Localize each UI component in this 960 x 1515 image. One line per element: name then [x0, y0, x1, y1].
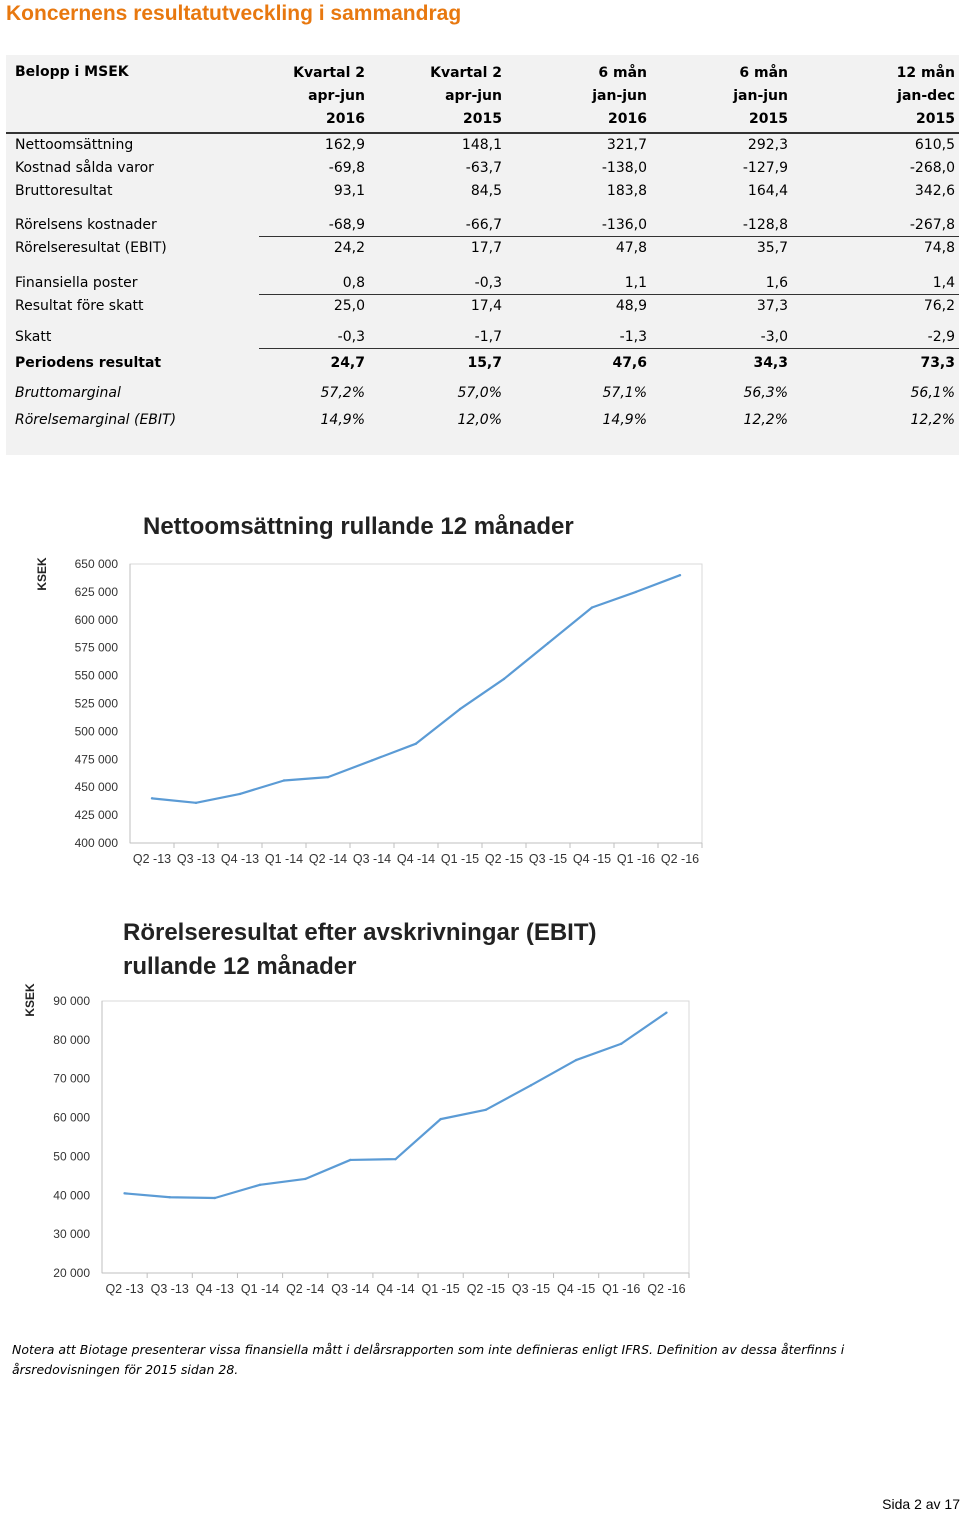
- data-point: [575, 1059, 577, 1061]
- row-value: -128,8: [647, 202, 788, 236]
- x-tick-label: Q2 -13: [105, 1282, 144, 1296]
- x-tick-label: Q2 -16: [660, 852, 700, 866]
- y-tick-label: 30 000: [53, 1227, 90, 1242]
- x-tick-label: Q2 -14: [308, 852, 348, 866]
- x-tick-label: Q1 -14: [264, 852, 304, 866]
- data-point: [195, 802, 197, 804]
- y-tick-label: 575 000: [74, 640, 118, 655]
- row-value: 14,9%: [602, 412, 647, 428]
- y-tick-label: 550 000: [74, 668, 118, 683]
- x-tick-label: Q4 -14: [396, 852, 436, 866]
- table-header-q2-2015: Kvartal 2 apr-jun 2015: [365, 61, 502, 133]
- table-header-12m-2015: 12 mån jan-dec 2015: [788, 61, 959, 133]
- row-value: -68,9: [259, 202, 365, 236]
- y-tick-label: 650 000: [74, 557, 118, 571]
- y-tick-label: 90 000: [53, 994, 90, 1008]
- row-value: 93,1: [333, 182, 365, 199]
- row-value: 57,1%: [602, 385, 647, 401]
- x-tick-label: Q1 -15: [421, 1282, 460, 1296]
- table-row: [6, 408, 959, 432]
- row-value: 12,0%: [457, 412, 502, 428]
- row-value: -66,7: [365, 202, 502, 236]
- data-point: [371, 759, 373, 761]
- y-axis-label: KSEK: [23, 983, 37, 1017]
- row-label: Rörelsemarginal (EBIT): [15, 412, 177, 428]
- row-value: 57,0%: [457, 385, 502, 401]
- row-value: 1,1: [502, 260, 647, 294]
- y-tick-label: 20 000: [53, 1266, 90, 1280]
- x-tick-label: Q4 -13: [220, 852, 260, 866]
- row-value: 14,9%: [320, 412, 365, 428]
- data-point: [459, 708, 461, 710]
- x-tick-label: Q3 -15: [511, 1282, 551, 1296]
- ebit-chart: [0, 905, 960, 1325]
- y-tick-label: 600 000: [74, 612, 118, 627]
- row-value: -138,0: [601, 159, 647, 176]
- row-value: -1,3: [502, 318, 647, 348]
- row-label: Skatt: [15, 329, 52, 345]
- row-value: 17,4: [470, 298, 502, 315]
- data-point: [239, 793, 241, 795]
- row-value: 342,6: [914, 182, 955, 199]
- row-value: 15,7: [467, 355, 502, 372]
- series-line: [125, 1013, 667, 1198]
- data-point: [169, 1196, 171, 1198]
- footnote: Notera att Biotage presenterar vissa finansiella mått i delårsrapporten som inte definieras enligt IFRS. Definition av dessa återfinns i årsredovisningen för 2015 sidan 28.: [12, 1342, 845, 1377]
- row-value: 17,7: [470, 240, 502, 257]
- y-axis-label: KSEK: [35, 557, 49, 591]
- x-tick-label: Q1 -16: [602, 1282, 641, 1296]
- row-value: 47,6: [612, 355, 647, 372]
- row-value: -268,0: [909, 159, 955, 176]
- row-value: -136,0: [502, 202, 647, 236]
- table-header-label: Belopp i MSEK: [6, 61, 259, 133]
- row-value: 183,8: [606, 182, 647, 199]
- y-tick-label: 625 000: [74, 584, 118, 599]
- x-tick-label: Q4 -15: [572, 852, 612, 866]
- row-value: -267,8: [788, 202, 959, 236]
- row-value: 292,3: [747, 137, 788, 153]
- data-point: [485, 1109, 487, 1111]
- chart-title: Rörelseresultat efter avskrivningar (EBIT): [123, 919, 597, 946]
- data-point: [679, 574, 681, 576]
- row-value: 84,5: [470, 182, 502, 199]
- table-row: [6, 348, 959, 378]
- y-tick-label: 450 000: [74, 780, 118, 795]
- y-tick-label: 475 000: [74, 752, 118, 767]
- row-value: -69,8: [328, 159, 365, 176]
- row-label: Rörelseresultat (EBIT): [15, 240, 167, 256]
- row-value: 0,8: [259, 260, 365, 294]
- row-label: Kostnad sålda varor: [15, 159, 154, 176]
- row-value: -3,0: [647, 318, 788, 348]
- x-tick-label: Q3 -13: [176, 852, 216, 866]
- x-tick-label: Q3 -14: [331, 1282, 370, 1296]
- row-value: 1,6: [647, 260, 788, 294]
- data-point: [123, 1192, 125, 1194]
- table-row: [6, 133, 959, 156]
- page-title: Koncernens resultatutveckling i sammandrag: [6, 2, 462, 25]
- row-label: Nettoomsättning: [15, 137, 134, 153]
- row-value: -1,7: [365, 318, 502, 348]
- row-value: -0,3: [259, 318, 365, 348]
- row-value: 48,9: [615, 298, 647, 315]
- table-header-q2-2016: Kvartal 2 apr-jun 2016: [259, 61, 365, 133]
- row-value: 25,0: [333, 298, 365, 315]
- x-tick-label: Q2 -13: [132, 852, 172, 866]
- row-value: 76,2: [923, 298, 955, 315]
- y-tick-label: 70 000: [53, 1071, 90, 1086]
- row-value: 610,5: [914, 137, 955, 153]
- row-value: 1,4: [788, 260, 959, 294]
- x-tick-label: Q3 -13: [150, 1282, 189, 1296]
- x-tick-label: Q4 -15: [557, 1282, 596, 1296]
- plot-frame: [102, 1001, 689, 1273]
- y-tick-label: 60 000: [53, 1110, 90, 1125]
- results-table: [6, 61, 959, 432]
- row-value: 321,7: [606, 137, 647, 153]
- row-value: 24,2: [333, 240, 365, 257]
- x-tick-label: Q3 -14: [352, 852, 392, 866]
- page-number: Sida 2 av 17: [882, 1496, 960, 1512]
- table-header-6m-2015: 6 mån jan-jun 2015: [647, 61, 788, 133]
- data-point: [151, 797, 153, 799]
- row-value: 47,8: [615, 240, 647, 257]
- x-tick-label: Q2 -15: [484, 852, 524, 866]
- row-value: -127,9: [742, 159, 788, 176]
- x-tick-label: Q4 -14: [376, 1282, 415, 1296]
- plot-frame: [130, 564, 702, 843]
- row-label: Bruttomarginal: [15, 385, 121, 401]
- row-value: 12,2%: [743, 412, 788, 428]
- row-value: 35,7: [756, 240, 788, 257]
- table-header-row: [6, 61, 959, 133]
- y-tick-label: 400 000: [74, 836, 118, 850]
- data-point: [415, 742, 417, 744]
- x-tick-label: Q2 -14: [286, 1282, 325, 1296]
- table-row: [6, 318, 959, 348]
- data-point: [394, 1158, 396, 1160]
- y-tick-label: 50 000: [53, 1149, 90, 1164]
- y-tick-label: 425 000: [74, 808, 118, 823]
- x-tick-label: Q2 -15: [466, 1282, 505, 1296]
- x-tick-label: Q2 -16: [647, 1282, 686, 1296]
- data-point: [304, 1178, 306, 1180]
- table-row: [6, 179, 959, 202]
- row-value: 73,3: [920, 355, 955, 372]
- row-value: 24,7: [330, 355, 365, 372]
- data-point: [214, 1197, 216, 1199]
- data-point: [635, 591, 637, 593]
- row-value: 34,3: [753, 355, 788, 372]
- chart-title: rullande 12 månader: [123, 953, 357, 980]
- row-value: 56,3%: [743, 385, 788, 401]
- row-value: 12,2%: [910, 412, 955, 428]
- x-tick-label: Q1 -14: [240, 1282, 280, 1296]
- row-label: Resultat före skatt: [15, 298, 144, 314]
- row-value: 164,4: [747, 182, 788, 199]
- row-value: 56,1%: [910, 385, 955, 401]
- data-point: [439, 1118, 441, 1120]
- row-label: Finansiella poster: [15, 275, 138, 291]
- row-value: 162,9: [324, 137, 365, 153]
- data-point: [530, 1084, 532, 1086]
- y-tick-label: 525 000: [74, 696, 118, 711]
- table-row: [6, 260, 959, 294]
- data-point: [283, 779, 285, 781]
- row-value: 37,3: [756, 298, 788, 315]
- row-value: 74,8: [923, 240, 955, 257]
- table-row: [6, 156, 959, 179]
- row-value: 148,1: [461, 137, 502, 153]
- data-point: [327, 776, 329, 778]
- y-tick-label: 500 000: [74, 724, 118, 739]
- row-label: Periodens resultat: [15, 355, 162, 371]
- results-table-panel: [6, 55, 959, 455]
- table-row: [6, 378, 959, 408]
- x-tick-label: Q1 -15: [440, 852, 480, 866]
- x-tick-label: Q4 -13: [195, 1282, 234, 1296]
- table-row: [6, 202, 959, 236]
- chart-title: Nettoomsättning rullande 12 månader: [143, 513, 574, 540]
- table-body: [6, 133, 959, 432]
- x-tick-label: Q3 -15: [528, 852, 568, 866]
- y-tick-label: 40 000: [53, 1188, 90, 1203]
- row-value: -0,3: [365, 260, 502, 294]
- net-sales-chart: [0, 495, 960, 880]
- data-point: [349, 1159, 351, 1161]
- table-header-6m-2016: 6 mån jan-jun 2016: [502, 61, 647, 133]
- x-tick-label: Q1 -16: [616, 852, 656, 866]
- row-value: -2,9: [788, 318, 959, 348]
- row-label: Bruttoresultat: [15, 182, 113, 199]
- table-row: [6, 294, 959, 318]
- data-point: [547, 642, 549, 644]
- data-point: [259, 1184, 261, 1186]
- table-row: [6, 236, 959, 260]
- series-line: [152, 575, 680, 803]
- data-point: [620, 1043, 622, 1045]
- y-tick-label: 80 000: [53, 1032, 90, 1047]
- row-value: -63,7: [465, 159, 502, 176]
- data-point: [665, 1011, 667, 1013]
- data-point: [591, 606, 593, 608]
- row-label: Rörelsens kostnader: [15, 217, 157, 233]
- data-point: [503, 678, 505, 680]
- row-value: 57,2%: [320, 385, 365, 401]
